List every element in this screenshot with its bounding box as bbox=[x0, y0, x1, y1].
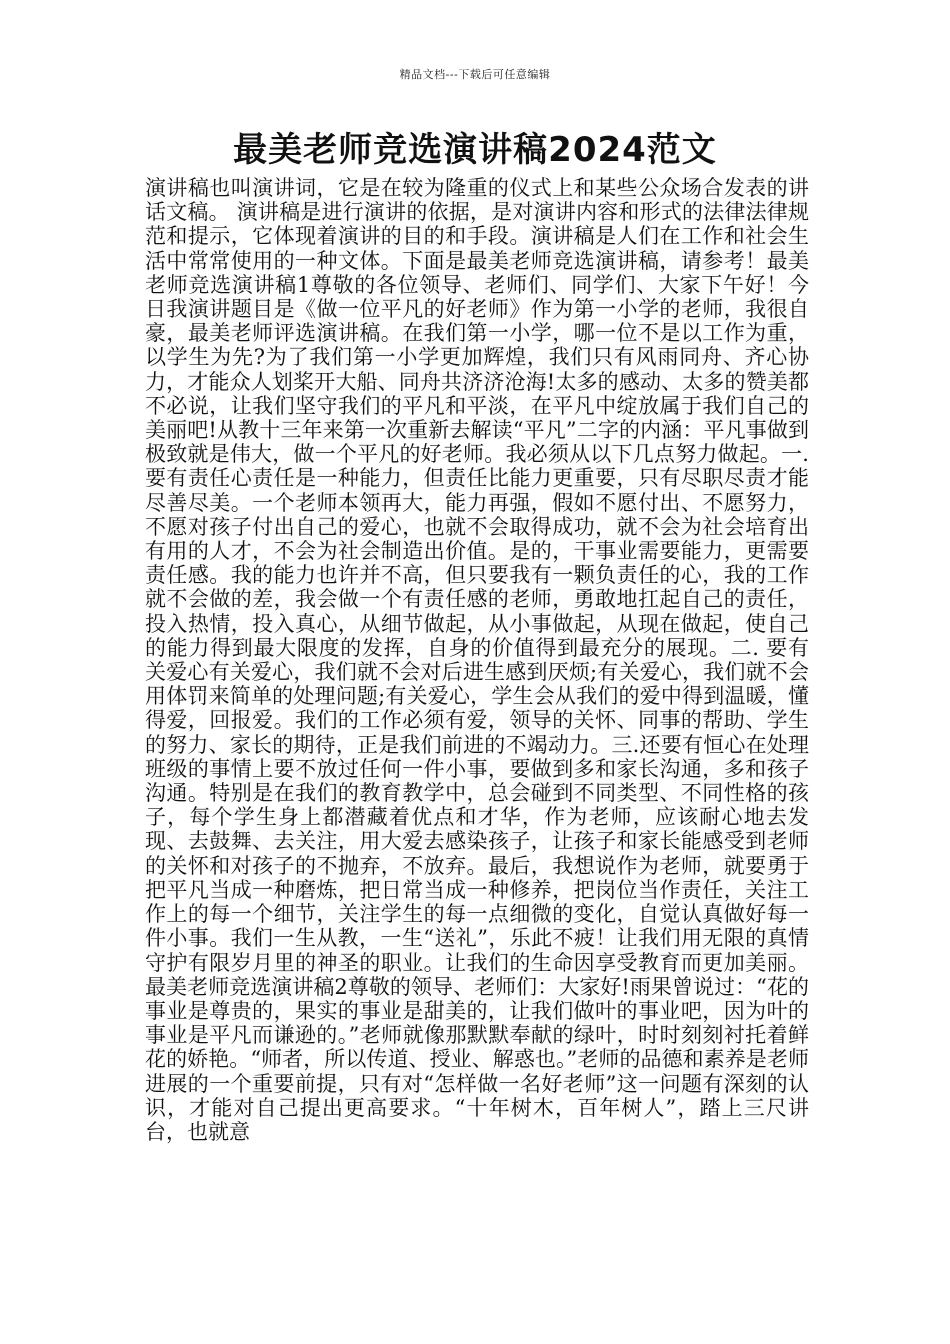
body-paragraph: 演讲稿也叫演讲词，它是在较为隆重的仪式上和某些公众场合发表的讲话文稿。 演讲稿是进行演讲的依据，是对演讲内容和形式的法律法律规范和提示，它体现着演讲的目的和手段。演讲稿是人们在工作和社会生活中常常使用的一种文体。下面是最美老师竞选演讲稿，请参考！最美老师竞选演讲稿1尊敬的各位领导、老师们、同学们、大家下午好！今日我演讲题目是《做一位平凡的好老师》作为第一小学的老师，我很自豪，最美老师评选演讲稿。在我们第一小学，哪一位不是以工作为重，以学生为先?为了我们第一小学更加辉煌，我们只有风雨同舟、齐心协力，才能众人划桨开大船、同舟共济济沧海!太多的感动、太多的赞美都不必说，让我们坚守我们的平凡和平淡，在平凡中绽放属于我们自己的美丽吧!从教十三年来第一次重新去解读“平凡”二字的内涵：平凡事做到极致就是伟大，做一个平凡的好老师。我必须从以下几点努力做起。一.要有责任心责任是一种能力，但责任比能力更重要，只有尽职尽责才能尽善尽美。一个老师本领再大，能力再强，假如不愿付出、不愿努力，不愿对孩子付出自己的爱心，也就不会取得成功，就不会为社会培育出有用的人才，不会为社会制造出价值。是的，干事业需要能力，更需要责任感。我的能力也许并不高，但只要我有一颗负责任的心，我的工作就不会做的差，我会做一个有责任感的老师，勇敢地扛起自己的责任，投入热情，投入真心，从细节做起，从小事做起，从现在做起，使自己的能力得到最大限度的发挥，自身的价值得到最充分的展现。二. 要有关爱心有关爱心，我们就不会对后进生感到厌烦;有关爱心，我们就不会用体罚来简单的处理问题;有关爱心，学生会从我们的爱中得到温暖，懂得爱，回报爱。我们的工作必须有爱，领导的关怀、同事的帮助、学生的努力、家长的期待，正是我们前进的不竭动力。三.还要有恒心在处理班级的事情上要不放过任何一件小事，要做到多和家长沟通，多和孩子沟通。特别是在我们的教育教学中，总会碰到不同类型、不同性格的孩子，每个学生身上都潜藏着优点和才华，作为老师，应该耐心地去发现、去鼓舞、去关注，用大爱去感染孩子，让孩子和家长能感受到老师的关怀和对孩子的不抛弃，不放弃。最后，我想说作为老师，就要勇于把平凡当成一种磨炼，把日常当成一种修养，把岗位当作责任，关注工作上的每一个细节，关注学生的每一点细微的变化，自觉认真做好每一件小事。我们一生从教，一生“送礼”，乐此不疲！让我们用无限的真情守护有限岁月里的神圣的职业。让我们的生命因享受教育而更加美丽。最美老师竞选演讲稿2尊敬的领导、老师们：大家好!雨果曾说过：“花的事业是尊贵的，果实的事业是甜美的，让我们做叶的事业吧，因为叶的事业是平凡而谦逊的。”老师就像那默默奉献的绿叶，时时刻刻衬托着鲜花的娇艳。“师者，所以传道、授业、解惑也。”老师的品德和素养是老师进展的一个重要前提，只有对“怎样做一名好老师”这一问题有深刻的认识，才能对自己提出更高要求。“十年树木，百年树人”，踏上三尺讲台，也就意 bbox=[145, 176, 809, 1144]
body-text bbox=[145, 176, 809, 1144]
page-title: 最美老师竞选演讲稿2024范文 bbox=[233, 130, 717, 170]
header-note: 精品文档---下载后可任意编辑 bbox=[399, 68, 551, 81]
